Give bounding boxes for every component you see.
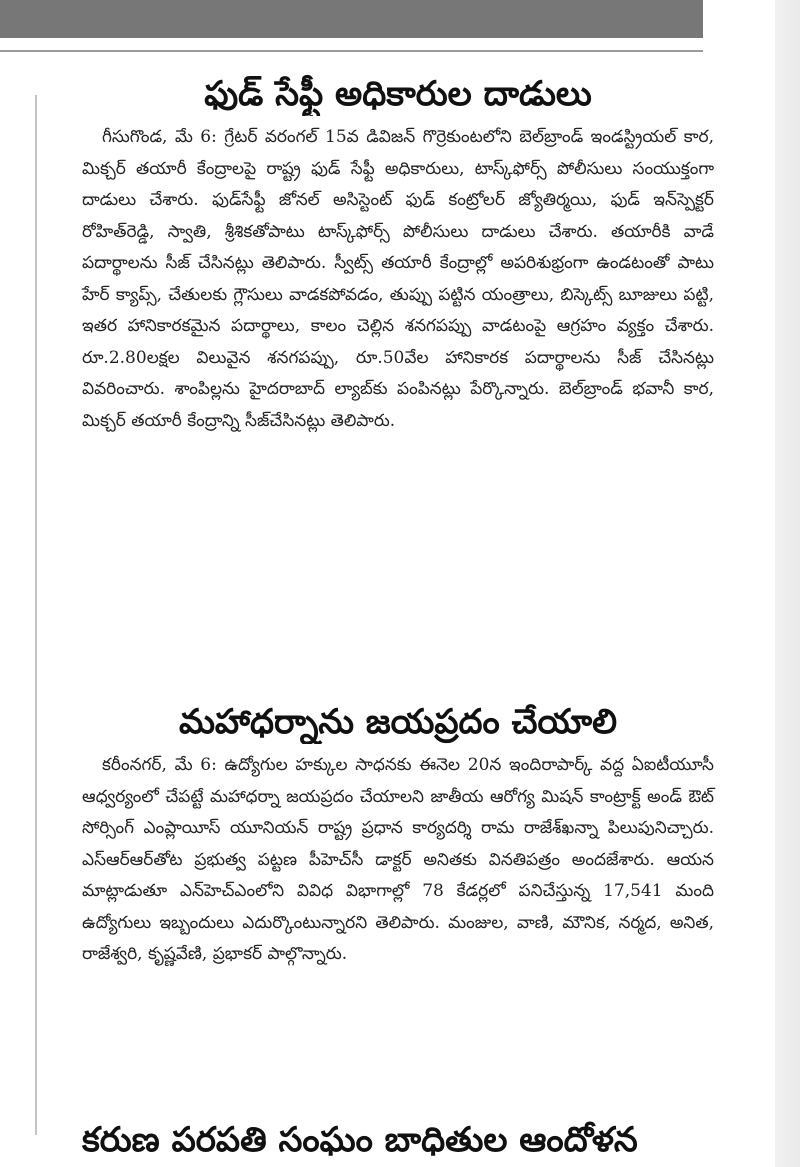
article-food-safety <box>82 72 714 437</box>
article-maha-dharna <box>82 700 714 971</box>
headline: ఫుడ్ సేఫ్టీ అధికారుల దాడులు <box>204 74 592 114</box>
headline: మహాధర్నాను జయప్రదం చేయాలి <box>178 702 618 742</box>
column-divider <box>35 95 37 1135</box>
top-divider <box>0 50 703 52</box>
headline: కరుణ పరపతి సంఘం బాధితుల ఆందోళన <box>82 1120 638 1160</box>
article-body: కరీంనగర్, మే 6: ఉద్యోగుల హక్కుల సాధనకు ఈనెల 20న ఇందిరాపార్క్ వద్ద ఏఐటీయూసీ ఆధ్వర్యంలో చేపట్టే మహాధర్నా జయప్రదం చేయాలని జాతీయ ఆరోగ్య మిషన్ కాంట్రాక్ట్ అండ్ ఔట్ సోర్సింగ్ ఎంప్లాయీస్ యూనియన్ రాష్ట్ర ప్రధాన కార్యదర్శి రామ రాజేశ్‌ఖన్నా పిలుపునిచ్చారు. ఎస్‌ఆర్‌ఆర్‌తోట ప్రభుత్వ పట్టణ పీహెచ్‌సీ డాక్టర్ అనితకు వినతిపత్రం అందజేశారు. ఆయన మాట్లాడుతూ ఎన్‌హెచ్‌ఎంలోని వివిధ విభాగాల్లో 78 కేడర్లలో పనిచేస్తున్న 17,541 మంది ఉద్యోగులు ఇబ్బందులు ఎదుర్కొంటున్నారని తెలిపారు. మంజుల, వాణి, మౌనిక, నర్మద, అనిత, రాజేశ్వరి, కృష్ణవేణి, ప్రభాకర్ పాల్గొన్నారు. <box>82 755 714 964</box>
top-header-band <box>0 0 703 38</box>
article-karuna-society <box>82 1118 714 1162</box>
article-body: గీసుగొండ, మే 6: గ్రేటర్ వరంగల్ 15వ డివిజన్ గొర్రెకుంటలోని బెల్‌బ్రాండ్ ఇండస్ట్రియల్ కార, మిక్చర్ తయారీ కేంద్రాలపై రాష్ట్ర ఫుడ్ సేఫ్టీ అధికారులు, టాస్క్‌ఫోర్స్ పోలీసులు సంయుక్తంగా దాడులు చేశారు. ఫుడ్‌సేఫ్టీ జోనల్ అసిస్టెంట్ ఫుడ్ కంట్రోలర్ జ్యోతిర్మయి, ఫుడ్ ఇన్‌స్పెక్టర్ రోహిత్‌రెడ్డి, స్వాతి, శ్రీశికతోపాటు టాస్క్‌ఫోర్స్ పోలీసులు దాడులు చేశారు. తయారీకి వాడే పదార్థాలను సీజ్ చేసినట్లు తెలిపారు. స్వీట్స్ తయారీ కేంద్రాల్లో అపరిశుభ్రంగా ఉండటంతో పాటు హేర్ క్యాప్స్, చేతులకు గ్లౌసులు వాడకపోవడం, తుప్పు పట్టిన యంత్రాలు, బిస్కెట్స్ బూజులు పట్టి, ఇతర హానికారకమైన పదార్థాలు, కాలం చెల్లిన శనగపప్పు వాడటంపై ఆగ్రహం వ్యక్తం చేశారు. రూ.2.80లక్షల విలువైన శనగపప్పు, రూ.50వేల హానికారక పదార్థాలను సీజ్ చేసినట్లు వివరించారు. శాంపిల్లను హైదరాబాద్ ల్యాబ్‌కు పంపినట్లు పేర్కొన్నారు. బెల్‌బ్రాండ్ భవానీ కార, మిక్చర్ తయారీ కేంద్రాన్ని సీజ్‌చేసినట్లు తెలిపారు. <box>82 127 714 431</box>
page-edge-shadow <box>775 0 800 1167</box>
